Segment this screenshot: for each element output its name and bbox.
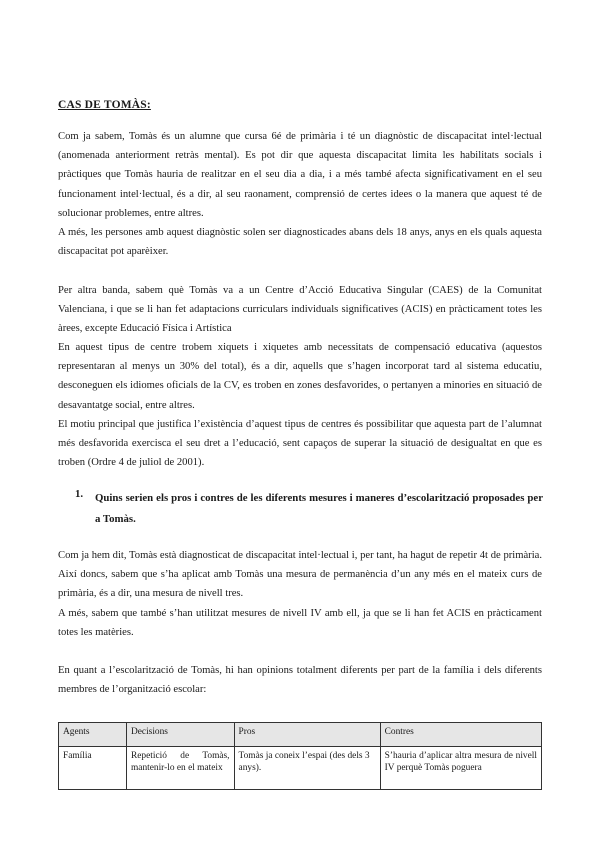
question-text: Quins serien els pros i contres de les diferents mesures i maneres d’escolarització proposades per a Tomàs. bbox=[95, 492, 543, 525]
table-header-row bbox=[59, 723, 542, 747]
paragraph-motive: El motiu principal que justifica l’existència d’aquest tipus de centres és possibilitar que aquesta part de l’alumnat més desfavorida exercisca el seu dret a l’educació, sent capaços de superar la situació de desigualtat en que es troben (Ordre 4 de juliol de 2001). bbox=[58, 419, 542, 469]
paragraph-diagnosis-age: A més, les persones amb aquest diagnòstic solen ser diagnosticades abans dels 18 anys, anys en els quals aquesta discapacitat pot aparèixer. bbox=[58, 227, 542, 258]
paragraph-intro: Com ja sabem, Tomàs és un alumne que cursa 6é de primària i té un diagnòstic de discapacitat intel·lectual (anomenada anteriorment retràs mental). Es pot dir que aquesta discapacitat limita les habilitats socials i pràctiques que Tomàs hauria de realitzar en el seu dia a dia, i a més també afecta significativament en el seu funcionament intel·lectual, és a dir, al seu raonament, comprensió de certes idees o la manera que aquest té de solucionar problemes, entre altres. bbox=[58, 131, 542, 219]
paragraph-repetition: Com ja hem dit, Tomàs està diagnosticat de discapacitat intel·lectual i, per tant, ha hagut de repetir 4t de primària. Així doncs, sabem que s’ha aplicat amb Tomàs una mesura de permanència d’un any més en el mateix curs de primària, és a dir, una mesura de nivell tres. bbox=[58, 550, 542, 600]
cell-pros: Tomàs ja coneix l’espai (des dels 3 anys). bbox=[234, 747, 380, 790]
document-title: CAS DE TOMÀS: bbox=[58, 99, 151, 111]
cell-agent: Família bbox=[59, 747, 127, 790]
cell-decision: Repetició de Tomàs, mantenir-lo en el mateix bbox=[126, 747, 234, 790]
paragraph-opinions: En quant a l’escolarització de Tomàs, hi han opinions totalment diferents per part de la família i dels diferents membres de l’organització escolar: bbox=[58, 665, 542, 696]
paragraph-caes: Per altra banda, sabem què Tomàs va a un Centre d’Acció Educativa Singular (CAES) de la Comunitat Valenciana, i que se li han fet adaptacions curriculars individuals significatives (ACIS) en pràcticament totes les àrees, excepte Educació Física i Artística bbox=[58, 285, 542, 335]
header-pros: Pros bbox=[234, 723, 380, 747]
header-contres: Contres bbox=[380, 723, 541, 747]
measures-table bbox=[58, 722, 542, 790]
header-decisions: Decisions bbox=[126, 723, 234, 747]
table-row bbox=[59, 747, 542, 790]
question-number: 1. bbox=[75, 488, 84, 500]
header-agents: Agents bbox=[59, 723, 127, 747]
cell-contres: S’hauria d’aplicar altra mesura de nivell IV perquè Tomàs poguera bbox=[380, 747, 541, 790]
paragraph-level-iv: A més, sabem que també s’han utilitzat mesures de nivell IV amb ell, ja que se li han fet ACIS en pràcticament totes les matèries. bbox=[58, 608, 542, 639]
paragraph-compensation: En aquest tipus de centre trobem xiquets i xiquetes amb necessitats de compensació educativa (aquestos representaran al menys un 30% del total), és a dir, aquells que s’hagen incorporat tard al sistema educatiu, desconeguen els idiomes oficials de la CV, es troben en zones desfavorides, o pertanyen a minories en situació de desavantatge social, entre altres. bbox=[58, 342, 542, 411]
